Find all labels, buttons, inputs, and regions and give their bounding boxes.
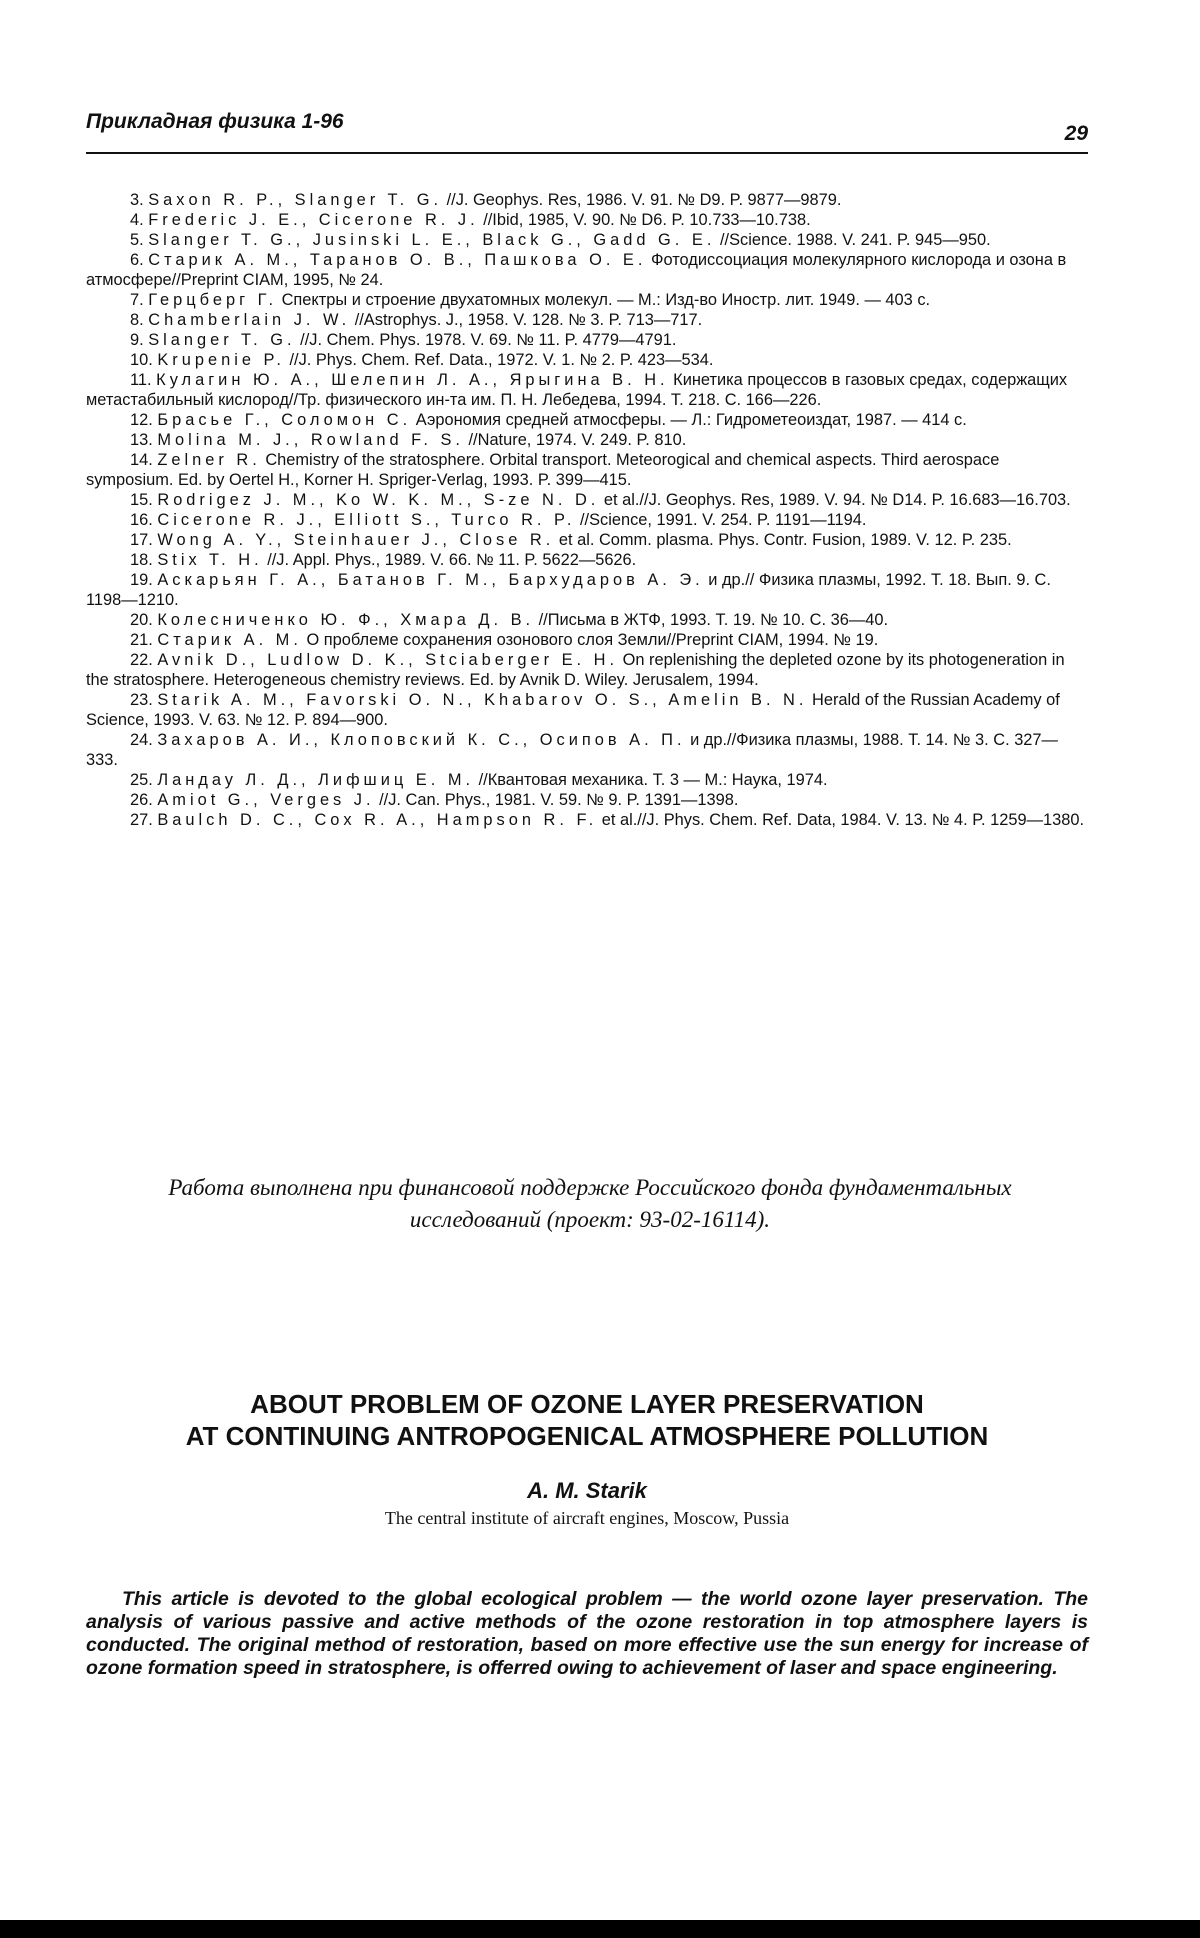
reference-authors: Starik A. M., Favorski O. N., Khabarov O. S., Amelin B. N. [157,691,808,709]
reference-authors: Старик А. М., Таранов О. В., Пашкова О. Е. [148,251,647,269]
reference-authors: Slanger T. G., Jusinski L. E., Black G., Gadd G. E. [148,231,716,249]
reference-item [86,550,1088,570]
reference-authors: Frederic J. E., Cicerone R. J. [148,211,479,229]
reference-authors: Cicerone R. J., Elliott S., Turco R. P. [157,511,576,529]
article-title-line-2: AT CONTINUING ANTROPOGENICAL ATMOSPHERE POLLUTION [185,1421,989,1451]
reference-item [86,510,1088,530]
reference-details: Herald of the Russian Academy of Science, 1993. V. 63. № 12. P. 894—900. [86,691,1060,729]
reference-number: 11. [130,371,152,389]
reference-item [86,410,1088,430]
reference-item [86,730,1088,770]
reference-item [86,250,1088,290]
reference-details: //Nature, 1974. V. 249. P. 810. [468,431,687,449]
reference-number: 5. [130,231,144,249]
reference-item [86,610,1088,630]
reference-authors: Колесниченко Ю. Ф., Хмара Д. В. [157,611,535,629]
reference-authors: Baulch D. C., Cox R. A., Hampson R. F. [157,811,598,829]
reference-number: 10. [130,351,153,369]
reference-list [86,190,1088,830]
reference-number: 15. [130,491,153,509]
reference-number: 19. [130,571,153,589]
reference-number: 17. [130,531,153,549]
reference-authors: Avnik D., Ludlow D. K., Stciaberger E. H. [157,651,619,669]
reference-number: 8. [130,311,144,329]
reference-item [86,630,1088,650]
reference-number: 6. [130,251,144,269]
reference-details: //J. Phys. Chem. Ref. Data., 1972. V. 1. № 2. P. 423—534. [289,351,714,369]
reference-details: Аэрономия средней атмосферы. — Л.: Гидрометеоиздат, 1987. — 414 с. [415,411,967,429]
funding-acknowledgement: Работа выполнена при финансовой поддержке Российского фонда фундаментальных исследований (проект: 93-02-16114). [168,1175,1012,1232]
reference-details: //J. Appl. Phys., 1989. V. 66. № 11. P. 5622—5626. [267,551,637,569]
reference-authors: Герцберг Г. [148,291,278,309]
reference-item [86,530,1088,550]
reference-details: //Ibid, 1985, V. 90. № D6. P. 10.733—10.738. [483,211,811,229]
reference-details: Фотодиссоциация молекулярного кислорода и озона в атмосфере//Preprint CIAM, 1995, № 24. [86,251,1067,289]
author-affiliation: The central institute of aircraft engines, Moscow, Pussia [384,1508,790,1528]
reference-item [86,210,1088,230]
running-header [86,108,1088,154]
article-title [86,1388,1088,1452]
reference-item [86,350,1088,370]
reference-item [86,450,1088,490]
article-title-line-1: ABOUT PROBLEM OF OZONE LAYER PRESERVATION [250,1389,924,1419]
reference-number: 9. [130,331,144,349]
reference-item [86,690,1088,730]
reference-details: и др.//Физика плазмы, 1988. Т. 14. № 3. С. 327—333. [86,731,1058,769]
reference-authors: Ландау Л. Д., Лифшиц Е. М. [157,771,475,789]
reference-details: et al.//J. Phys. Chem. Ref. Data, 1984. V. 13. № 4. P. 1259—1380. [601,811,1085,829]
reference-details: О проблеме сохранения озонового слоя Земли//Preprint CIAM, 1994. № 19. [306,631,879,649]
reference-details: и др.// Физика плазмы, 1992. Т. 18. Вып. 9. С. 1198—1210. [86,571,1051,609]
reference-details: //Science. 1988. V. 241. P. 945—950. [719,231,991,249]
reference-item [86,810,1088,830]
reference-authors: Krupenie P. [157,351,285,369]
reference-item [86,650,1088,690]
reference-item [86,190,1088,210]
reference-details: //Квантовая механика. Т. 3 — М.: Наука, 1974. [478,771,828,789]
reference-number: 13. [130,431,153,449]
journal-title: Прикладная физика 1-96 [86,110,344,133]
reference-number: 27. [130,811,153,829]
reference-authors: Molina M. J., Rowland F. S. [157,431,464,449]
reference-item [86,570,1088,610]
reference-number: 20. [130,611,153,629]
reference-details: //Astrophys. J., 1958. V. 128. № 3. P. 713—717. [354,311,703,329]
reference-authors: Кулагин Ю. А., Шелепин Л. А., Ярыгина В. Н. [156,371,669,389]
reference-details: //J. Geophys. Res, 1986. V. 91. № D9. P. 9877—9879. [446,191,842,209]
reference-number: 7. [130,291,144,309]
reference-number: 25. [130,771,153,789]
reference-number: 18. [130,551,153,569]
reference-number: 24. [130,731,153,749]
reference-details: //J. Chem. Phys. 1978. V. 69. № 11. P. 4779—4791. [300,331,677,349]
reference-authors: Zelner R. [157,451,261,469]
reference-details: On replenishing the depleted ozone by its photogeneration in the stratosphere. Heterogeneous chemistry reviews. Ed. by Avnik D. Wiley. Jerusalem, 1994. [86,651,1065,689]
reference-item [86,290,1088,310]
reference-authors: Старик А. М. [157,631,302,649]
reference-authors: Slanger T. G. [148,331,296,349]
reference-authors: Захаров А. И., Клоповский К. С., Осипов А. П. [157,731,686,749]
reference-number: 12. [130,411,153,429]
reference-item [86,430,1088,450]
reference-details: //Письма в ЖТФ, 1993. Т. 19. № 10. С. 36—40. [538,611,888,629]
reference-item [86,770,1088,790]
reference-authors: Брасье Г., Соломон С. [157,411,412,429]
reference-item [86,490,1088,510]
reference-authors: Saxon R. P., Slanger T. G. [148,191,443,209]
scan-edge-bar [0,1920,1200,1938]
reference-authors: Rodrigez J. M., Ko W. K. M., S-ze N. D. [157,491,600,509]
reference-number: 16. [130,511,153,529]
reference-details: et al.//J. Geophys. Res, 1989. V. 94. № D14. P. 16.683—16.703. [603,491,1071,509]
reference-authors: Stix T. H. [157,551,263,569]
reference-details: //Science, 1991. V. 254. P. 1191—1194. [579,511,867,529]
reference-details: Спектры и строение двухатомных молекул. — М.: Изд-во Иностр. лит. 1949. — 403 с. [281,291,931,309]
reference-item [86,310,1088,330]
reference-authors: Wong A. Y., Steinhauer J., Close R. [157,531,555,549]
reference-authors: Amiot G., Verges J. [157,791,375,809]
reference-details: Кинетика процессов в газовых средах, содержащих метастабильный кислород//Тр. физического ин-та им. П. Н. Лебедева, 1994. Т. 218. С. 166—226. [86,371,1068,409]
reference-number: 14. [130,451,153,469]
reference-authors: Аскарьян Г. А., Батанов Г. М., Бархударов А. Э. [157,571,704,589]
reference-details: et al. Comm. plasma. Phys. Contr. Fusion, 1989. V. 12. P. 235. [558,531,1012,549]
article-abstract: This article is devoted to the global ecological problem — the world ozone layer preservation. The analysis of various passive and active methods of the ozone restoration in top atmosphere layers is conducted. The original method of restoration, based on more effective use the sun energy for increase of ozone formation speed in stratosphere, is offerred owing to achievement of laser and space engineering. [86,1588,1088,1679]
reference-number: 26. [130,791,153,809]
reference-item [86,330,1088,350]
reference-number: 22. [130,651,153,669]
page-number: 29 [1064,122,1088,145]
reference-item [86,230,1088,250]
reference-item [86,790,1088,810]
reference-authors: Chamberlain J. W. [148,311,351,329]
reference-details: //J. Can. Phys., 1981. V. 59. № 9. P. 1391—1398. [379,791,739,809]
reference-item [86,370,1088,410]
reference-details: Chemistry of the stratosphere. Orbital transport. Meteorogical and chemical aspects. Third aerospace symposium. Ed. by Oertel H., Korner H. Spriger-Verlag, 1993. P. 399—415. [86,451,1000,489]
reference-number: 21. [130,631,153,649]
article-author: A. M. Starik [527,1478,647,1503]
reference-number: 3. [130,191,144,209]
reference-number: 4. [130,211,144,229]
reference-number: 23. [130,691,153,709]
